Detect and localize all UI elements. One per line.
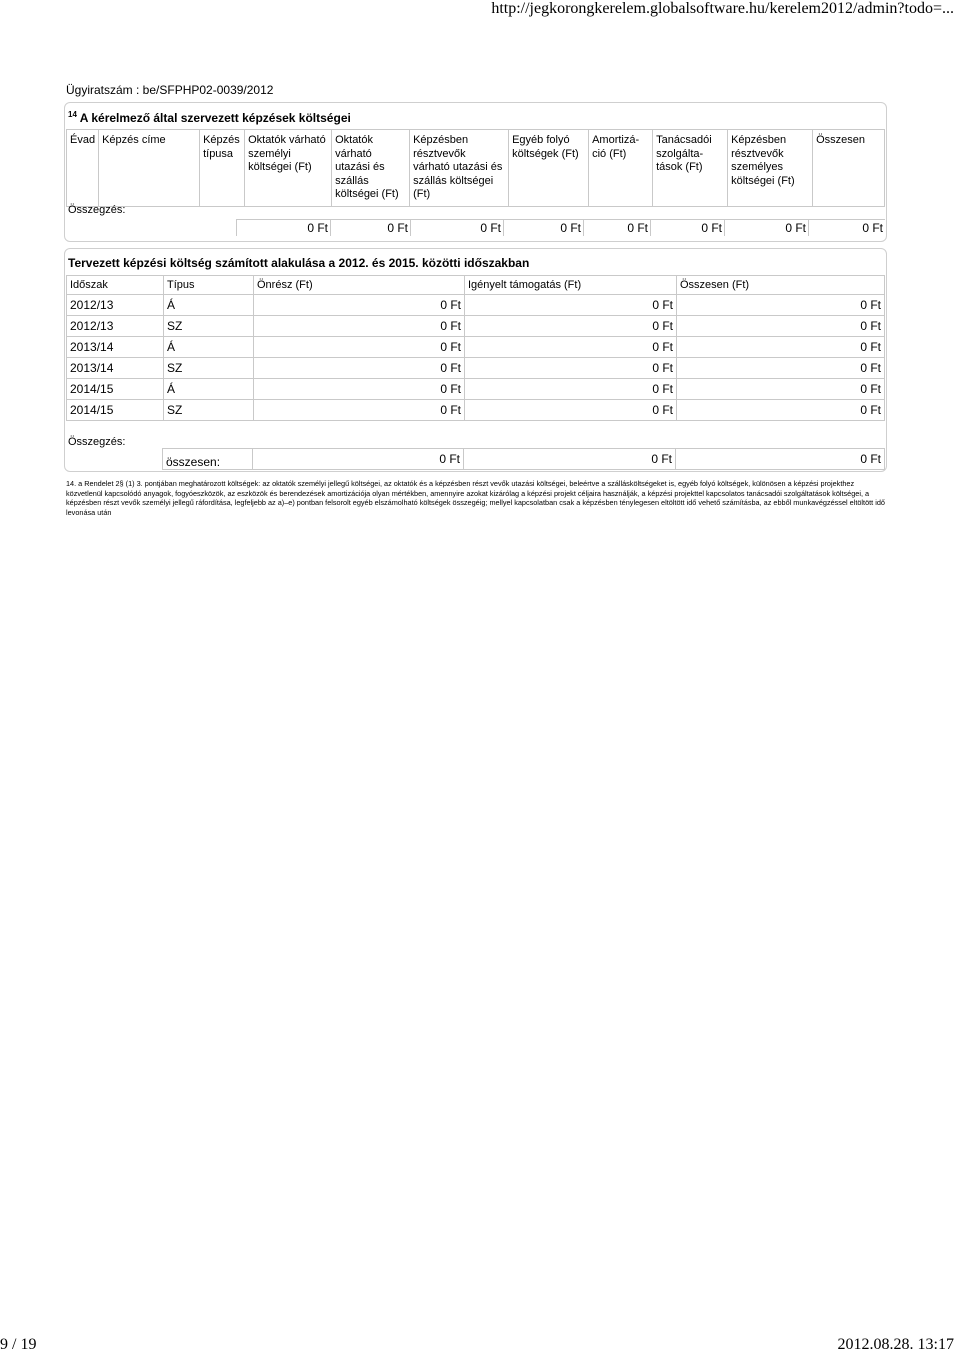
col-participant-travel: Képzésben résztvevők várható utazási és szállás költségei (Ft) bbox=[410, 130, 509, 207]
period-cell: 2012/13 bbox=[67, 295, 164, 316]
requested-cell: 0 Ft bbox=[465, 316, 677, 337]
col-training-title: Képzés címe bbox=[99, 130, 200, 207]
total-cell: 0 Ft bbox=[677, 316, 885, 337]
type-cell: Á bbox=[164, 337, 254, 358]
table-row bbox=[67, 358, 885, 379]
type-cell: Á bbox=[164, 379, 254, 400]
own-share-cell: 0 Ft bbox=[254, 358, 465, 379]
total-own-share: 0 Ft bbox=[253, 449, 464, 470]
total-label: összesen: bbox=[163, 449, 253, 470]
type-cell: SZ bbox=[164, 400, 254, 421]
requested-cell: 0 Ft bbox=[465, 379, 677, 400]
own-share-cell: 0 Ft bbox=[254, 400, 465, 421]
col-other-costs: Egyéb folyó költségek (Ft) bbox=[509, 130, 589, 207]
summary-label: Összegzés: bbox=[68, 204, 126, 216]
summary-trainer-personal: 0 Ft bbox=[236, 219, 330, 236]
col-training-type: Képzés típusa bbox=[200, 130, 245, 207]
case-number: Ügyiratszám : be/SFPHP02-0039/2012 bbox=[66, 83, 274, 97]
col-consulting: Tanácsadói szolgálta-tások (Ft) bbox=[653, 130, 728, 207]
table-row bbox=[67, 337, 885, 358]
own-share-cell: 0 Ft bbox=[254, 316, 465, 337]
training-costs-title-text: A kérelmező által szervezett képzések költségei bbox=[79, 111, 351, 125]
summary-participant-personal: 0 Ft bbox=[724, 219, 808, 236]
col-season: Évad bbox=[67, 130, 99, 207]
summary-trainer-travel: 0 Ft bbox=[330, 219, 410, 236]
planned-costs-table bbox=[66, 275, 885, 421]
summary-total: 0 Ft bbox=[808, 219, 885, 236]
footnote: 14. a Rendelet 2§ (1) 3. pontjában meghatározott költségek: az oktatók személyi jellegű költségei, az oktatók és a képzésben részt vevők utazási költségei, beleértve a szállásköltségeket is, egyéb folyó költségek, különösen a képzési projekthez közvetlenül kapcsolódó anyagok, fogyóeszközök, az eszközök és berendezések amortizációja olyan mértékben, amennyire azokat kizárólag a képzési projekt céljaira használják, a képzési projekttel kapcsolatos tanácsadói szolgáltatások költségei, a képzésben részt vevők személyi jellegű ráfordítása, legfeljebb az a)–e) pontban felsorolt egyéb elszámolható költségek összegéig; mellyel kapcsolatban csak a képzésben ténylegesen eltöltött idő vehető számításba, az ebből munkavégzéssel eltöltött idő levonása után bbox=[66, 479, 885, 518]
period-cell: 2014/15 bbox=[67, 379, 164, 400]
requested-cell: 0 Ft bbox=[465, 358, 677, 379]
planned-costs-title: Tervezett képzési költség számított alakulása a 2012. és 2015. közötti időszakban bbox=[68, 256, 530, 270]
table-row bbox=[67, 379, 885, 400]
col-total: Összesen bbox=[813, 130, 885, 207]
total-cell: 0 Ft bbox=[677, 358, 885, 379]
table-row bbox=[67, 295, 885, 316]
period-cell: 2012/13 bbox=[67, 316, 164, 337]
col-total: Összesen (Ft) bbox=[677, 276, 885, 295]
col-type: Típus bbox=[164, 276, 254, 295]
own-share-cell: 0 Ft bbox=[254, 379, 465, 400]
period-cell: 2014/15 bbox=[67, 400, 164, 421]
training-costs-title bbox=[68, 110, 351, 125]
summary-row bbox=[66, 449, 885, 470]
col-period: Időszak bbox=[67, 276, 164, 295]
summary-spacer bbox=[66, 449, 163, 470]
summary-row bbox=[66, 219, 885, 236]
training-costs-table bbox=[66, 129, 885, 207]
period-cell: 2013/14 bbox=[67, 337, 164, 358]
footnote-ref: 14 bbox=[68, 110, 77, 119]
table-header-row bbox=[67, 276, 885, 295]
summary-label: Összegzés: bbox=[68, 436, 126, 448]
col-trainer-travel: Oktatók várható utazási és szállás költségei (Ft) bbox=[332, 130, 410, 207]
total-cell: 0 Ft bbox=[677, 379, 885, 400]
planned-costs-summary bbox=[66, 448, 885, 470]
col-trainer-personal: Oktatók várható személyi költségei (Ft) bbox=[245, 130, 332, 207]
table-row bbox=[67, 316, 885, 337]
total-cell: 0 Ft bbox=[677, 295, 885, 316]
total-cell: 0 Ft bbox=[677, 337, 885, 358]
requested-cell: 0 Ft bbox=[465, 337, 677, 358]
page-url: http://jegkorongkerelem.globalsoftware.hu/kerelem2012/admin?todo=... bbox=[491, 0, 954, 17]
type-cell: Á bbox=[164, 295, 254, 316]
col-participant-personal: Képzésben résztvevők személyes költségei (Ft) bbox=[728, 130, 813, 207]
total-cell: 0 Ft bbox=[677, 400, 885, 421]
total-requested: 0 Ft bbox=[464, 449, 676, 470]
col-amortization: Amortizá-ció (Ft) bbox=[589, 130, 653, 207]
requested-cell: 0 Ft bbox=[465, 400, 677, 421]
summary-other-costs: 0 Ft bbox=[503, 219, 583, 236]
summary-consulting: 0 Ft bbox=[650, 219, 724, 236]
period-cell: 2013/14 bbox=[67, 358, 164, 379]
own-share-cell: 0 Ft bbox=[254, 295, 465, 316]
type-cell: SZ bbox=[164, 358, 254, 379]
summary-amortization: 0 Ft bbox=[583, 219, 650, 236]
print-datetime: 2012.08.28. 13:17 bbox=[837, 1336, 954, 1353]
summary-participant-travel: 0 Ft bbox=[410, 219, 503, 236]
requested-cell: 0 Ft bbox=[465, 295, 677, 316]
col-own-share: Önrész (Ft) bbox=[254, 276, 465, 295]
total-overall: 0 Ft bbox=[676, 449, 885, 470]
own-share-cell: 0 Ft bbox=[254, 337, 465, 358]
table-header-row bbox=[67, 130, 885, 207]
page-number: 9 / 19 bbox=[0, 1336, 37, 1353]
col-requested: Igényelt támogatás (Ft) bbox=[465, 276, 677, 295]
type-cell: SZ bbox=[164, 316, 254, 337]
table-row bbox=[67, 400, 885, 421]
